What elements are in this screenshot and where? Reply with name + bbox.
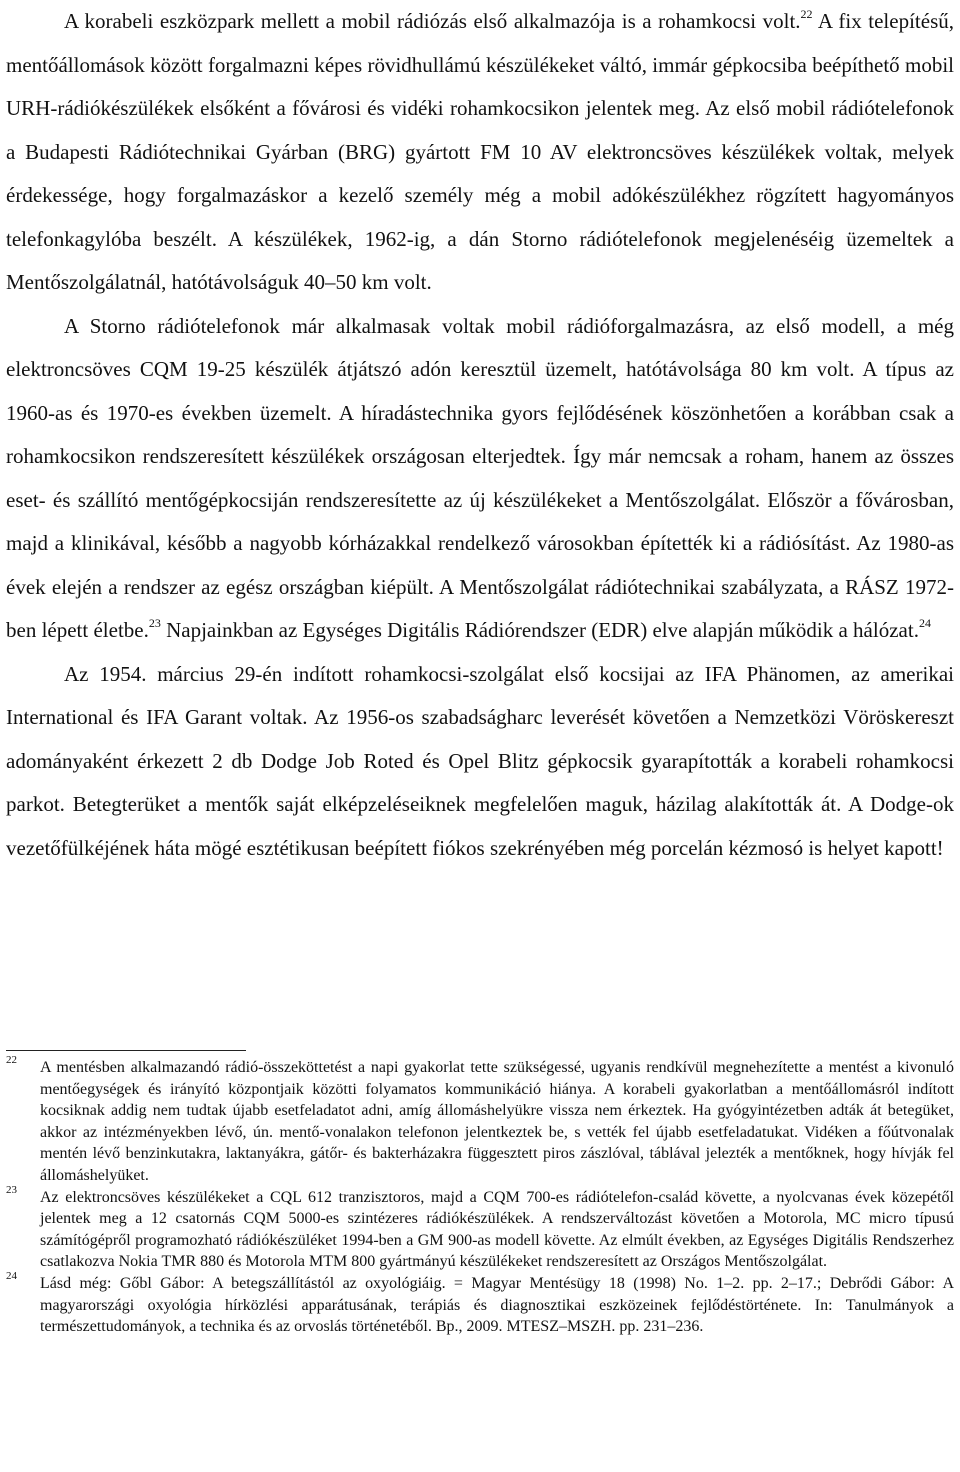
footnote-ref-22[interactable]: 22 (800, 7, 813, 21)
body-text (6, 0, 954, 870)
paragraph-2-text-a: A Storno rádiótelefonok már alkalmasak voltak mobil rádióforgalmazásra, az első modell, a még elektroncsöves CQM 19-25 készülék átjátszó adón keresztül üzemelt, hatótávolsága 80 km volt. A típus az 1960-as és 1970-es években üzemelt. A híradástechnika gyors fejlődésének köszönhetően a korábban csak a rohamkocsikon rendszeresített készülékek országosan elterjedtek. Így már nemcsak a roham, hanem az összes eset- és szállító mentőgépkocsiján rendszeresítette az új készülékeket a Mentőszolgálat. Először a fővárosban, majd a klinikával, később a nagyobb kórházakkal rendelkező városokban építették ki a rádiósítást. Az 1980-as évek elején a rendszer az egész országban kiépült. A Mentőszolgálat rádiótechnikai szabályzata, a RÁSZ 1972-ben lépett életbe. (6, 313, 954, 642)
footnotes (6, 1054, 954, 1338)
paragraph-storno (6, 305, 954, 653)
footnote-text: Az elektroncsöves készülékeket a CQL 612 tranzisztoros, majd a CQM 700-es rádiótelefon-család követte, a nyolcvanas évek közepétől jelentek meg a 12 csatornás CQM 5000-es szintézeres rádiókészülékek. A rendszerváltozást követően a Motorola, MC micro típusú számítógépről programozható rádiókészüléket 1994-ben a GM 900-as modell követte. Az elmúlt években, az Egységes Digitális Rendszerhez csatlakozva Nokia TMR 880 és Motorola MTM 800 gyártmányú készülékeket rendszeresített az Országos Mentőszolgálat. (40, 1188, 954, 1271)
footnote-number: 24 (6, 1269, 17, 1282)
footnote-separator (6, 1050, 246, 1051)
paragraph-radio-history (6, 0, 954, 305)
footnote-text: A mentésben alkalmazandó rádió-összeköttetést a napi gyakorlat tette szükségessé, ugyanis rendkívül megnehezítette a mentést a kivonuló mentőegységek és irányító központjaik közötti folyamatos kommunikáció hiánya. A korabeli gyakorlatban a mentőállomásról indított kocsiknak addig nem tudtak újabb esetfeladatot adni, amíg állomáshelyükre vissza nem érkeztek. Ha gyógyintézetben adták át betegüket, akkor az intézményekben lévő, ún. mentő-vonalakon telefonon jelentkeztek be, s vették fel újabb esetfeladatukat. Vidéken a főútvonalak mentén lévő benzinkutakra, laktanyákra, gátőr- és bakterházakra függesztett piros zászlóval, táblával jelezték a mentőknek, hogy hívják fel állomáshelyüket. (40, 1059, 954, 1184)
footnote-24 (6, 1269, 954, 1338)
footnote-text: Lásd még: Gőbl Gábor: A betegszállítástól az oxyológiáig. = Magyar Mentésügy 18 (1998) No. 1–2. pp. 2–17.; Debrődi Gábor: A magyarországi oxyológia hírközlési apparátusának, terápiás és diagnosztikai eszközeinek fejlődéstörténete. In: Tanulmányok a természettudományok, a technika és az orvoslás történetéből. Bp., 2009. MTESZ–MSZH. pp. 231–236. (40, 1274, 954, 1336)
paragraph-1-text-b: A fix telepítésű, mentőállomások között forgalmazni képes rövidhullámú készülékeket váltó, immár gépkocsiba beépíthető mobil URH-rádiókészülékek elsőként a fővárosi és vidéki rohamkocsikon jelentek meg. Az első mobil rádiótelefonok a Budapesti Rádiótechnikai Gyárban (BRG) gyártott FM 10 AV elektroncsöves készülékek voltak, melyek érdekessége, hogy forgalmazáskor a kezelő személy még a mobil adókészülékhez rögzített hagyományos telefonkagylóba beszélt. A készülékek, 1962-ig, a dán Storno rádiótelefonok megjelenéséig üzemeltek a Mentőszolgálatnál, hatótávolságuk 40–50 km volt. (6, 9, 954, 294)
paragraph-2-text-b: Napjainkban az Egységes Digitális Rádiórendszer (EDR) elve alapján működik a hálózat. (160, 618, 919, 642)
footnote-22 (6, 1054, 954, 1187)
footnote-number: 23 (6, 1183, 17, 1196)
footnote-ref-24[interactable]: 24 (918, 616, 931, 630)
paragraph-1-text-a: A korabeli eszközpark mellett a mobil rádiózás első alkalmazója is a rohamkocsi volt. (64, 9, 801, 33)
paragraph-3-text: Az 1954. március 29-én indított rohamkocsi-szolgálat első kocsijai az IFA Phänomen, az amerikai International és IFA Garant voltak. Az 1956-os szabadságharc leverését követően a Nemzetközi Vöröskereszt adományaként érkezett 2 db Dodge Job Roted és Opel Blitz gépkocsik gyarapították a korabeli rohamkocsi parkot. Betegterüket a mentők saját elképzeléseiknek megfelelően maguk, házilag alakították át. A Dodge-ok vezetőfülkéjének háta mögé esztétikusan beépített fiókos szekrényében még porcelán kézmosó is helyet kapott! (6, 661, 954, 860)
footnote-ref-23[interactable]: 23 (148, 616, 161, 630)
footnote-23 (6, 1183, 954, 1273)
document-page (6, 0, 954, 1472)
footnote-number: 22 (6, 1054, 17, 1066)
paragraph-ambulance-fleet (6, 653, 954, 871)
